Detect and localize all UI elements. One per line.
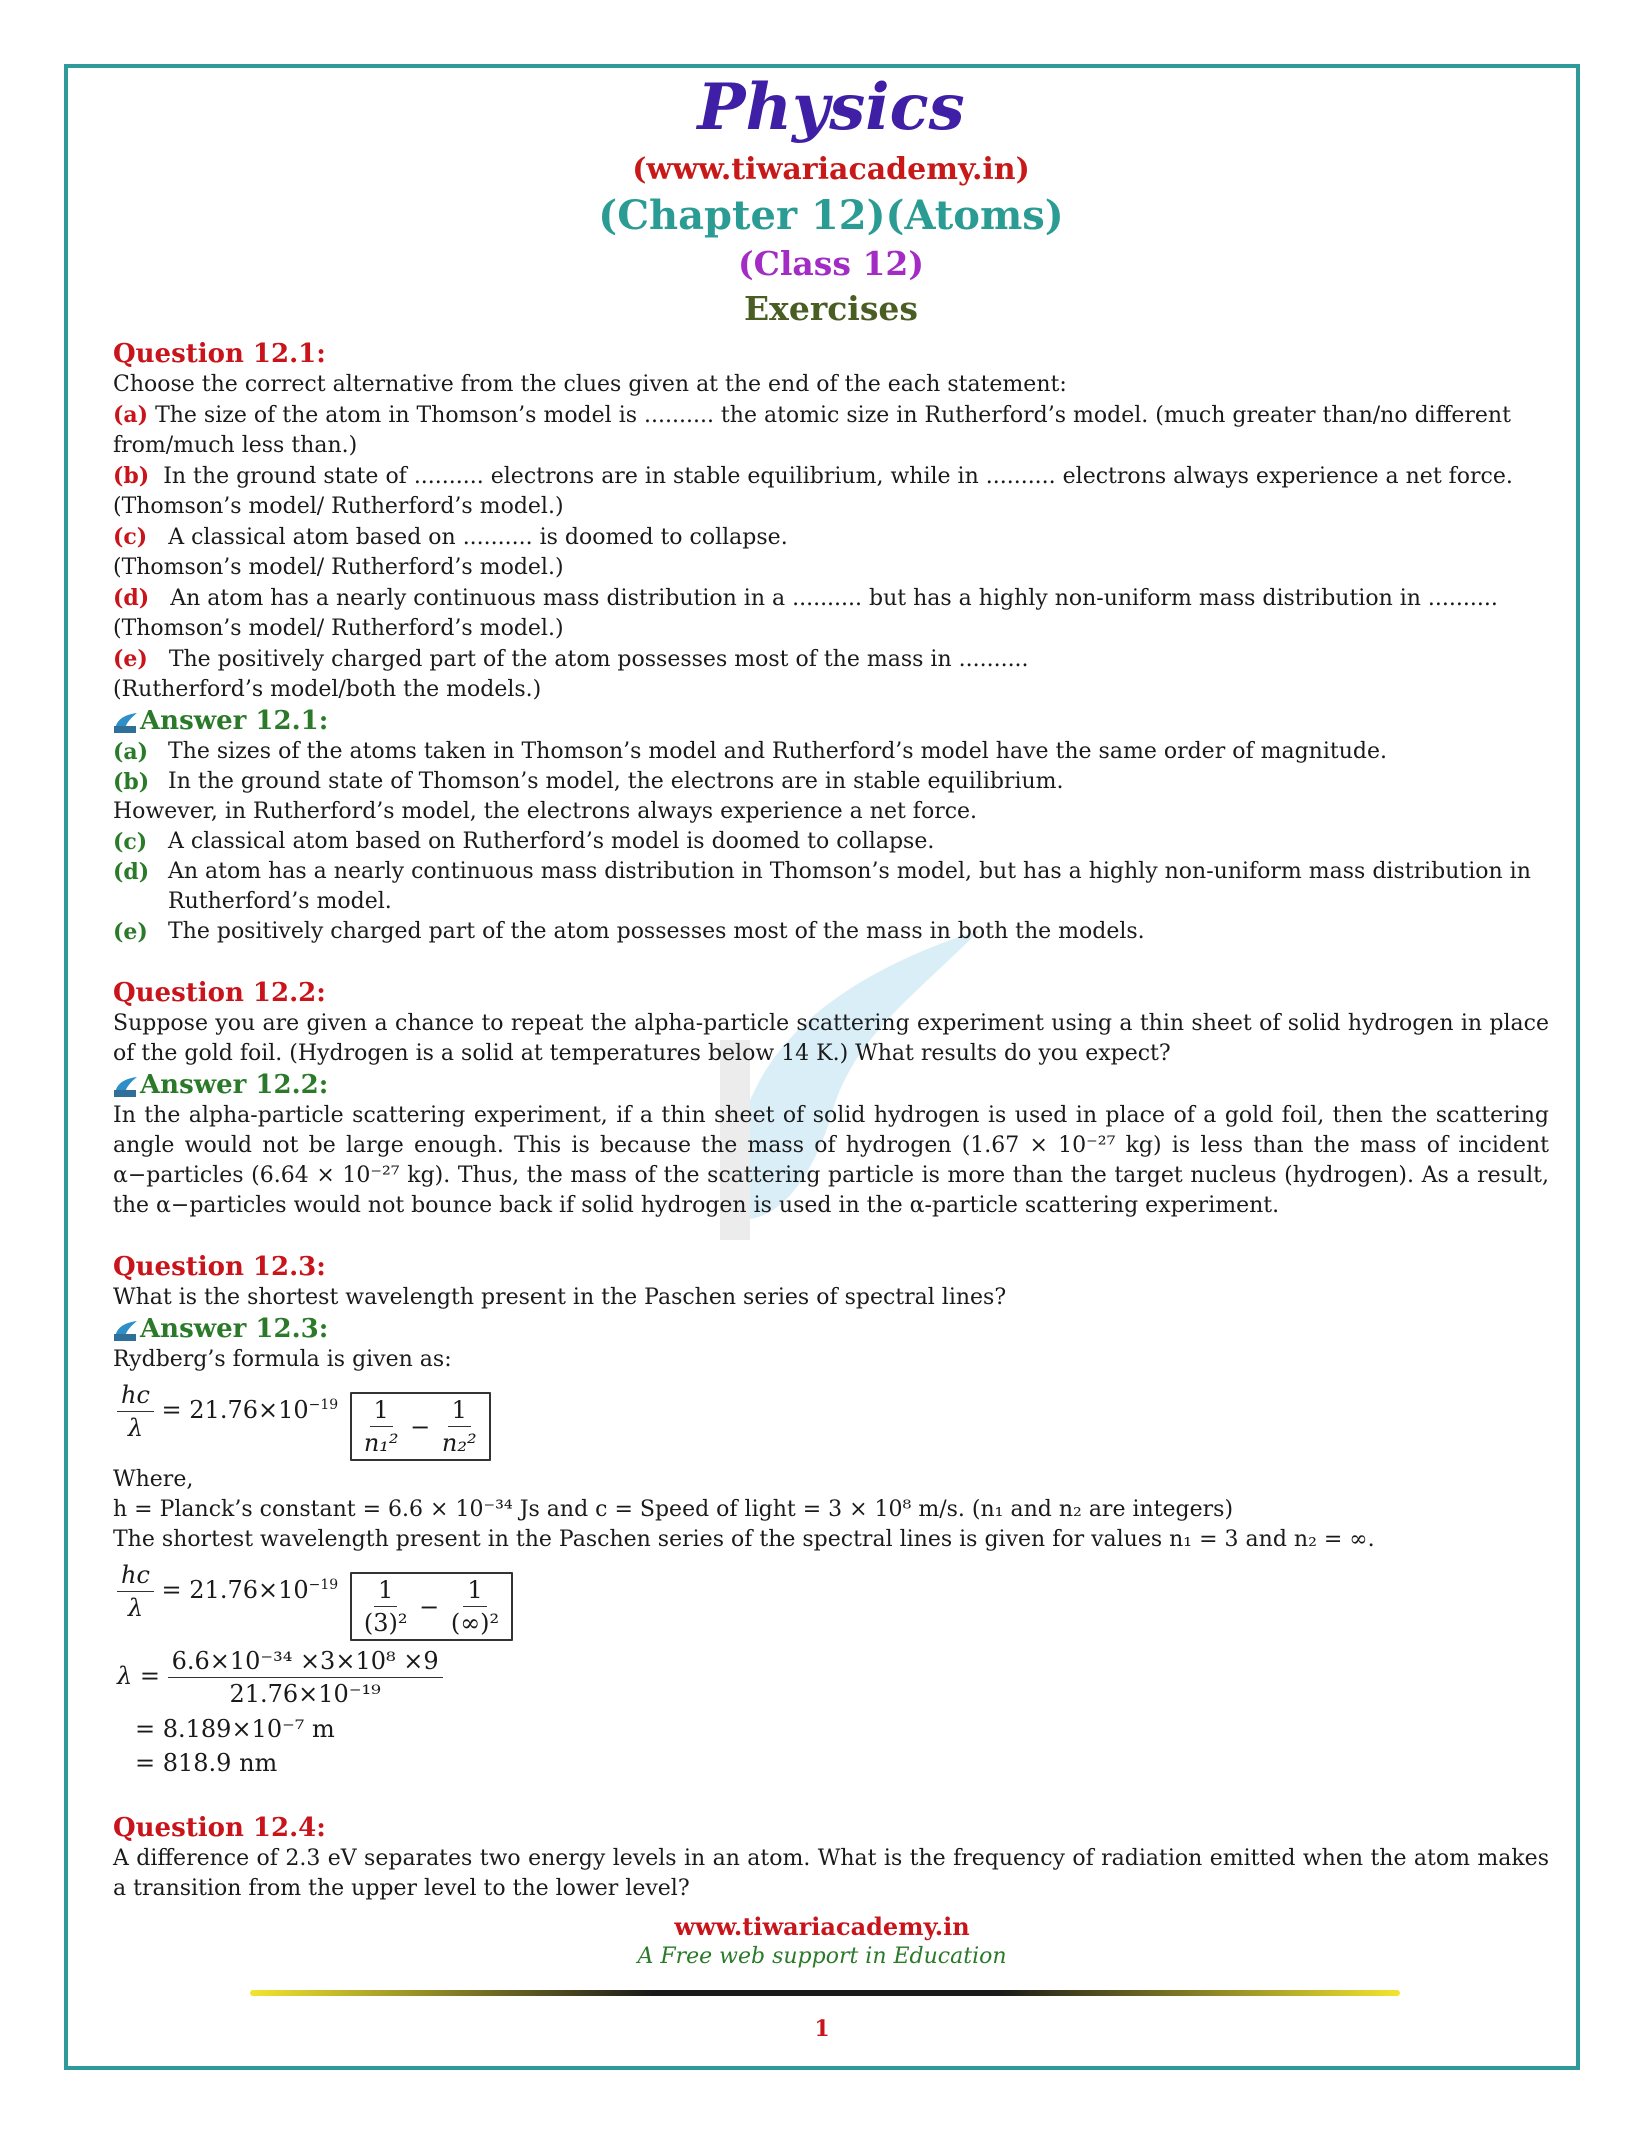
item-text: The positively charged part of the atom possesses most of the mass in .......... [168, 647, 1029, 672]
denominator: (∞)² [450, 1609, 500, 1637]
item-text: A classical atom based on Rutherford’s model is doomed to collapse. [168, 829, 935, 854]
question-item [113, 644, 1549, 675]
item-label: (b) [113, 769, 150, 795]
numerator: 1 [463, 1574, 486, 1607]
item-label: (b) [113, 463, 150, 489]
item-text: A classical atom based on .......... is doomed to collapse. [168, 525, 788, 550]
footer-divider [250, 1990, 1400, 1996]
answer-item [113, 857, 1549, 917]
answer-item [113, 917, 1549, 947]
question-item [113, 522, 1549, 553]
answer-heading [113, 705, 1549, 737]
bracket: $\frac{1}{\text{n₁²}}$ − $\frac{1}{\text{n₂²}}$ [350, 1392, 491, 1461]
denominator: λ [127, 1414, 144, 1442]
item-text: The positively charged part of the atom possesses most of the mass in both the models. [168, 919, 1145, 944]
answer-heading-text: Answer 12.1: [140, 706, 329, 736]
answer-item [113, 827, 1549, 857]
question-heading: Question 12.4: [113, 1813, 326, 1843]
leaf-logo-icon [113, 1318, 139, 1340]
leaf-logo-icon [113, 1074, 139, 1096]
item-text: The sizes of the atoms taken in Thomson’s model and Rutherford’s model have the same order of magnitude. [168, 739, 1387, 764]
class-label: (Class 12) [738, 244, 924, 283]
chapter-title: (Chapter 12)(Atoms) [598, 192, 1064, 239]
numerator: 1 [374, 1574, 397, 1607]
item-label: (a) [113, 739, 149, 765]
equation-lhs: λ = [117, 1662, 160, 1690]
answer-heading-text: Answer 12.2: [140, 1070, 329, 1100]
exponent: −19 [308, 1577, 339, 1593]
item-options: (Rutherford’s model/both the models.) [113, 677, 542, 702]
question-text: Suppose you are given a chance to repeat the alpha-particle scattering experiment using a thin sheet of solid hydrogen in place of the gold foil. (Hydrogen is a solid at temperatures below 14 K.) What results do you expect? [113, 1011, 1549, 1066]
answer-heading [113, 1313, 1549, 1345]
result-line: = 8.189×10⁻⁷ m [135, 1715, 335, 1743]
numerator: 1 [448, 1394, 471, 1427]
item-options: (Thomson’s model/ Rutherford’s model.) [113, 494, 564, 519]
answer-text: Rydberg’s formula is given as: [113, 1347, 452, 1372]
question-item [113, 461, 1549, 492]
numerator: hc [117, 1379, 154, 1412]
section-title: Exercises [744, 289, 918, 328]
page-title: Physics [697, 70, 965, 145]
question-text: Choose the correct alternative from the clues given at the end of the each statement: [113, 372, 1067, 397]
fraction [117, 1379, 154, 1444]
answer-item [113, 737, 1549, 767]
question-text: What is the shortest wavelength present in the Paschen series of spectral lines? [113, 1285, 1007, 1310]
fraction [168, 1645, 443, 1710]
item-label: (e) [113, 919, 148, 945]
item-text: In the ground state of .......... electrons are in stable equilibrium, while in .......... electrons always experience a net force. [163, 464, 1513, 489]
question-heading: Question 12.2: [113, 978, 326, 1008]
numerator: hc [117, 1559, 154, 1592]
question-text: A difference of 2.3 eV separates two energy levels in an atom. What is the frequency of radiation emitted when the atom makes a transition from the upper level to the lower level? [113, 1846, 1549, 1901]
footer-url[interactable]: www.tiwariacademy.in [674, 1912, 970, 1941]
item-text: An atom has a nearly continuous mass distribution in Thomson’s model, but has a highly non-uniform mass distribution in Rutherford’s model. [168, 859, 1531, 914]
leaf-logo-icon [113, 710, 139, 732]
paschen-equation [117, 1559, 1549, 1641]
answer-text: The shortest wavelength present in the Paschen series of the spectral lines is given for values n₁ = 3 and n₂ = ∞. [113, 1527, 1375, 1552]
denominator: n₁² [363, 1429, 399, 1457]
item-options: (Thomson’s model/ Rutherford’s model.) [113, 555, 564, 580]
rydberg-formula [117, 1379, 1549, 1461]
item-text: An atom has a nearly continuous mass distribution in a .......... but has a highly non-uniform mass distribution in .......... [170, 586, 1498, 611]
item-label: (d) [113, 859, 150, 885]
header-url[interactable]: (www.tiwariacademy.in) [632, 152, 1030, 187]
bracket: $\frac{1}{\text{(3)²}}$ − $\frac{1}{\text{(∞)²}}$ [350, 1572, 513, 1641]
exponent: −19 [308, 1397, 339, 1413]
question-item [113, 400, 1549, 461]
fraction [360, 1394, 403, 1459]
answer-text: Where, [113, 1467, 194, 1492]
footer-tagline: A Free web support in Education [637, 1944, 1007, 1969]
equation-constant: = 21.76×10 [161, 1576, 309, 1604]
answer-text: h = Planck’s constant = 6.6 × 10⁻³⁴ Js and c = Speed of light = 3 × 10⁸ m/s. (n₁ and n₂ are integers) [113, 1497, 1234, 1522]
denominator: λ [127, 1594, 144, 1622]
item-text: In the ground state of Thomson’s model, the electrons are in stable equilibrium. [168, 769, 1064, 794]
question-heading: Question 12.3: [113, 1252, 326, 1282]
equation-constant: = 21.76×10 [161, 1396, 309, 1424]
item-label: (e) [113, 646, 148, 672]
answer-text: However, in Rutherford’s model, the electrons always experience a net force. [113, 799, 978, 824]
item-label: (c) [113, 524, 148, 550]
question-item [113, 583, 1549, 614]
fraction [447, 1574, 503, 1639]
item-label: (c) [113, 829, 148, 855]
denominator: (3)² [363, 1609, 408, 1637]
numerator: 6.6×10⁻³⁴ ×3×10⁸ ×9 [168, 1645, 443, 1678]
denominator: 21.76×10⁻¹⁹ [229, 1680, 381, 1708]
item-options: (Thomson’s model/ Rutherford’s model.) [113, 616, 564, 641]
answer-heading-text: Answer 12.3: [140, 1314, 329, 1344]
question-heading: Question 12.1: [113, 339, 326, 369]
item-text: The size of the atom in Thomson’s model is .......... the atomic size in Rutherford’s model. (much greater than/no different from/much less than.) [113, 403, 1511, 458]
answer-item [113, 767, 1549, 797]
item-label: (d) [113, 585, 150, 611]
answer-heading [113, 1069, 1549, 1101]
wavelength-equation [117, 1645, 1549, 1710]
fraction [438, 1394, 481, 1459]
numerator: 1 [370, 1394, 393, 1427]
result-line: = 818.9 nm [135, 1749, 278, 1777]
item-label: (a) [113, 402, 149, 428]
answer-text: In the alpha-particle scattering experiment, if a thin sheet of solid hydrogen is used in place of a gold foil, then the scattering angle would not be large enough. This is because the mass of hydrogen (1.67 × 10⁻²⁷ kg) is less than the mass of incident α−particles (6.64 × 10⁻²⁷ kg). Thus, the mass of the scattering particle is more than the target nucleus (hydrogen). As a result, the α−particles would not bounce back if solid hydrogen is used in the α-particle scattering experiment. [113, 1103, 1549, 1218]
fraction [117, 1559, 154, 1624]
denominator: n₂² [441, 1429, 477, 1457]
page-number: 1 [814, 2016, 830, 2042]
fraction [360, 1574, 412, 1639]
